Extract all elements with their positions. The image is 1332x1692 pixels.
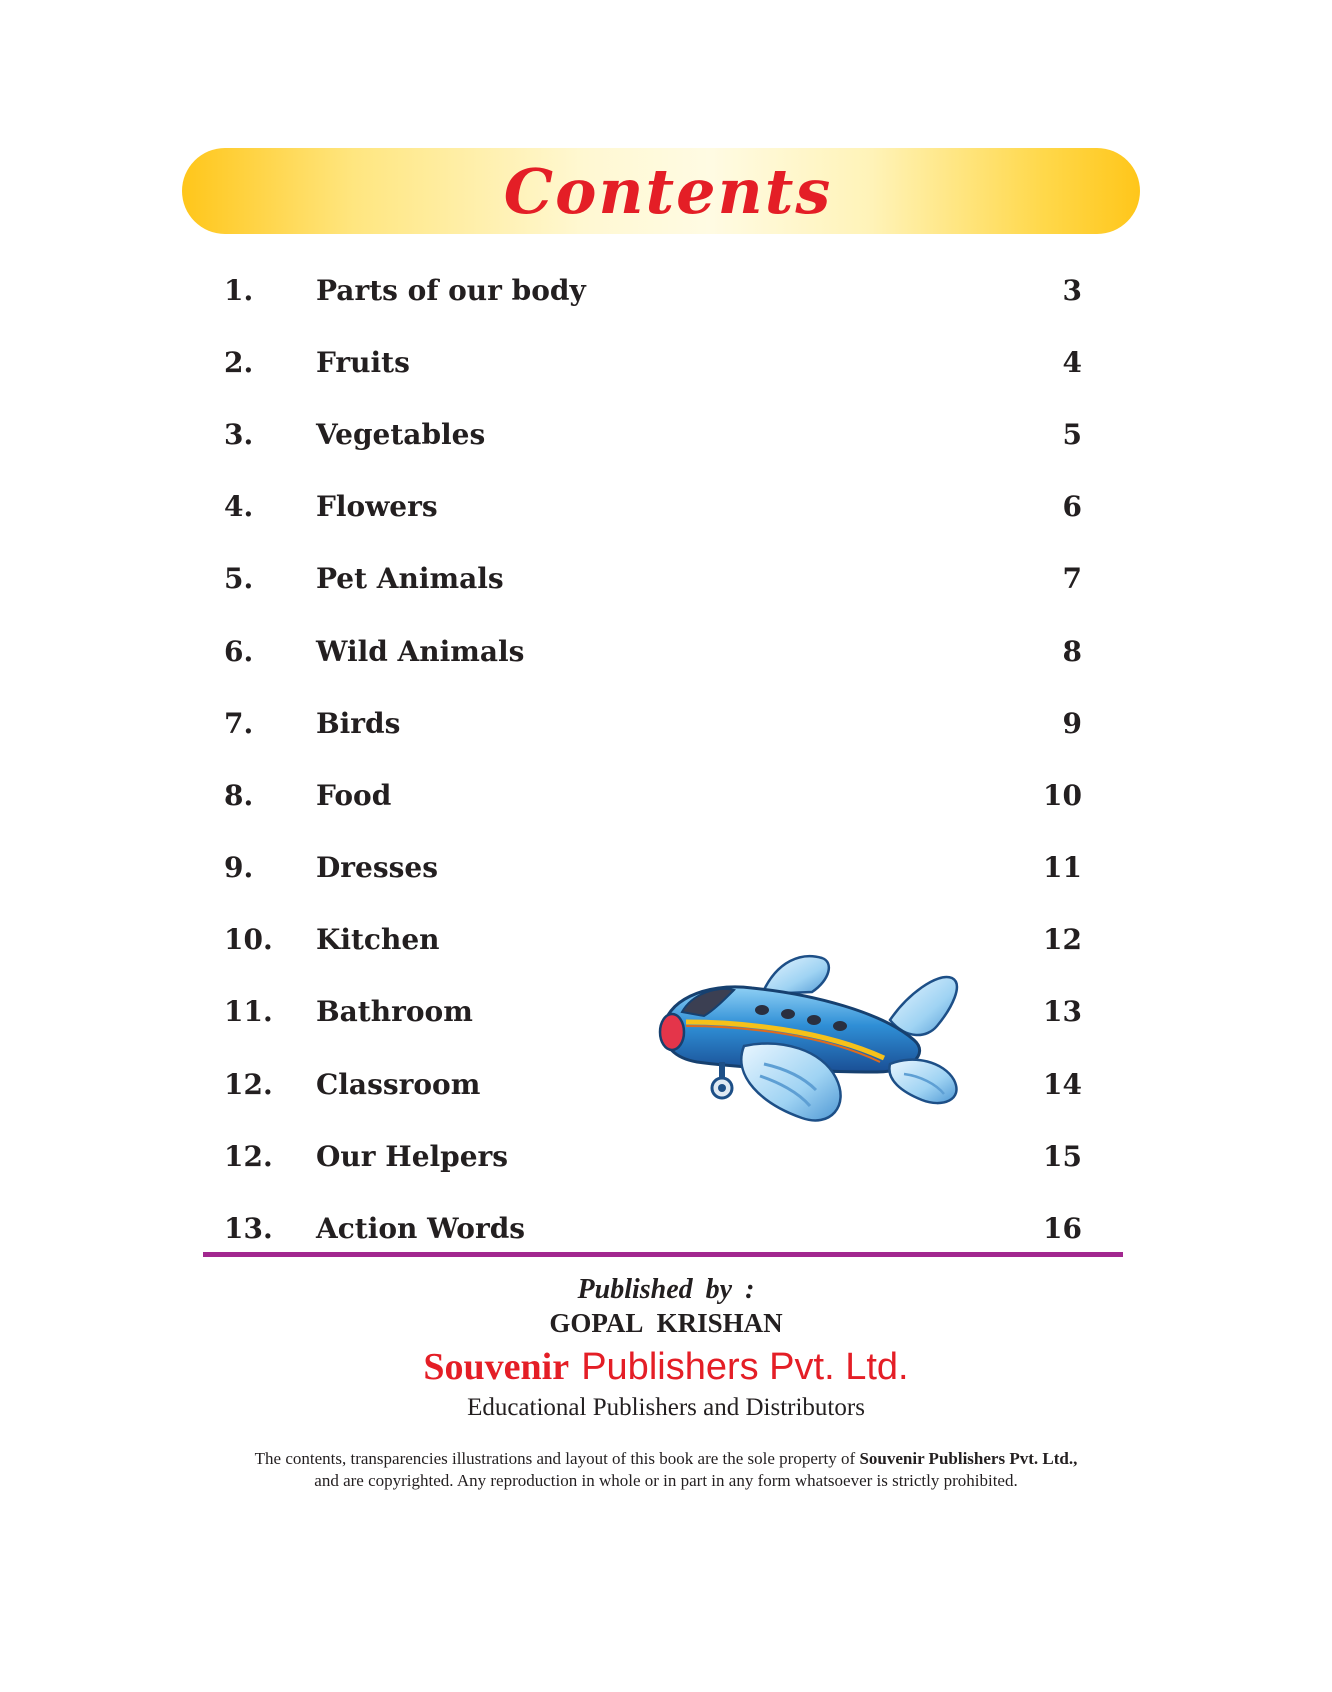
toc-page-number: 8: [1062, 634, 1082, 668]
toc-row: [224, 471, 1082, 543]
toc-row: [224, 615, 1082, 687]
toc-title: Wild Animals: [316, 634, 525, 668]
toc-row: [224, 254, 1082, 326]
toc-number: 6.: [224, 634, 254, 668]
toc-row: [224, 543, 1082, 615]
toc-title: Dresses: [316, 851, 438, 885]
toc-title: Bathroom: [316, 995, 473, 1029]
toc-number: 8.: [224, 778, 254, 812]
copyright-line-2: and are copyrighted. Any reproduction in whole or in part in any form whatsoever is strictly prohibited.: [314, 1471, 1018, 1490]
page-title: Contents: [503, 154, 833, 228]
toc-number: 5.: [224, 562, 254, 596]
toc-page-number: 13: [1043, 995, 1082, 1029]
publisher-tagline: Educational Publishers and Distributors: [467, 1394, 865, 1421]
copyright-line-1: [0, 1448, 1332, 1470]
publisher-brand: [0, 1341, 1332, 1392]
toc-title: Action Words: [316, 1212, 526, 1246]
toc-page-number: 11: [1043, 851, 1082, 885]
toc-number: 2.: [224, 345, 254, 379]
toc-title: Birds: [316, 706, 401, 740]
toc-page-number: 6: [1062, 490, 1082, 524]
contents-banner: [182, 148, 1140, 234]
divider-rule: [203, 1252, 1123, 1257]
toc-title: Kitchen: [316, 923, 440, 957]
toc-page-number: 4: [1062, 345, 1082, 379]
toc-number: 7.: [224, 706, 254, 740]
toc-page-number: 7: [1062, 562, 1082, 596]
toc-row: [224, 832, 1082, 904]
toc-title: Food: [316, 778, 392, 812]
publisher-block: [0, 1273, 1332, 1424]
toc-page-number: 3: [1062, 273, 1082, 307]
toc-number: 12.: [224, 1067, 273, 1101]
airplane-icon: [652, 950, 982, 1140]
toc-number: 11.: [224, 995, 273, 1029]
toc-number: 4.: [224, 490, 254, 524]
toc-page-number: 12: [1043, 923, 1082, 957]
toc-row: [224, 398, 1082, 470]
copyright-prefix: The contents, transparencies illustrations and layout of this book are the sole property of: [254, 1449, 856, 1468]
copyright-notice: [0, 1448, 1332, 1492]
toc-row: [224, 326, 1082, 398]
toc-number: 13.: [224, 1212, 273, 1246]
toc-page-number: 14: [1043, 1067, 1082, 1101]
toc-page-number: 10: [1043, 778, 1082, 812]
publisher-person: GOPAL KRISHAN: [549, 1308, 783, 1338]
toc-title: Pet Animals: [316, 562, 504, 596]
toc-title: Fruits: [316, 345, 410, 379]
toc-title: Vegetables: [316, 417, 486, 451]
toc-page-number: 16: [1043, 1212, 1082, 1246]
toc-number: 10.: [224, 923, 273, 957]
toc-number: 1.: [224, 273, 254, 307]
toc-title: Classroom: [316, 1067, 481, 1101]
toc-number: 9.: [224, 851, 254, 885]
toc-number: 12.: [224, 1139, 273, 1173]
toc-title: Parts of our body: [316, 273, 586, 307]
toc-number: 3.: [224, 417, 254, 451]
toc-page-number: 9: [1062, 706, 1082, 740]
toc-row: [224, 759, 1082, 831]
toc-page-number: 5: [1062, 417, 1082, 451]
brand-name-bold: Souvenir: [423, 1346, 570, 1388]
brand-name-rest: Publishers Pvt. Ltd.: [581, 1346, 909, 1388]
copyright-owner: Souvenir Publishers Pvt. Ltd.,: [859, 1449, 1078, 1468]
toc-title: Our Helpers: [316, 1139, 509, 1173]
toc-page-number: 15: [1043, 1139, 1082, 1173]
toc-title: Flowers: [316, 490, 438, 524]
published-by-label: Published by :: [577, 1274, 755, 1305]
toc-row: [224, 687, 1082, 759]
